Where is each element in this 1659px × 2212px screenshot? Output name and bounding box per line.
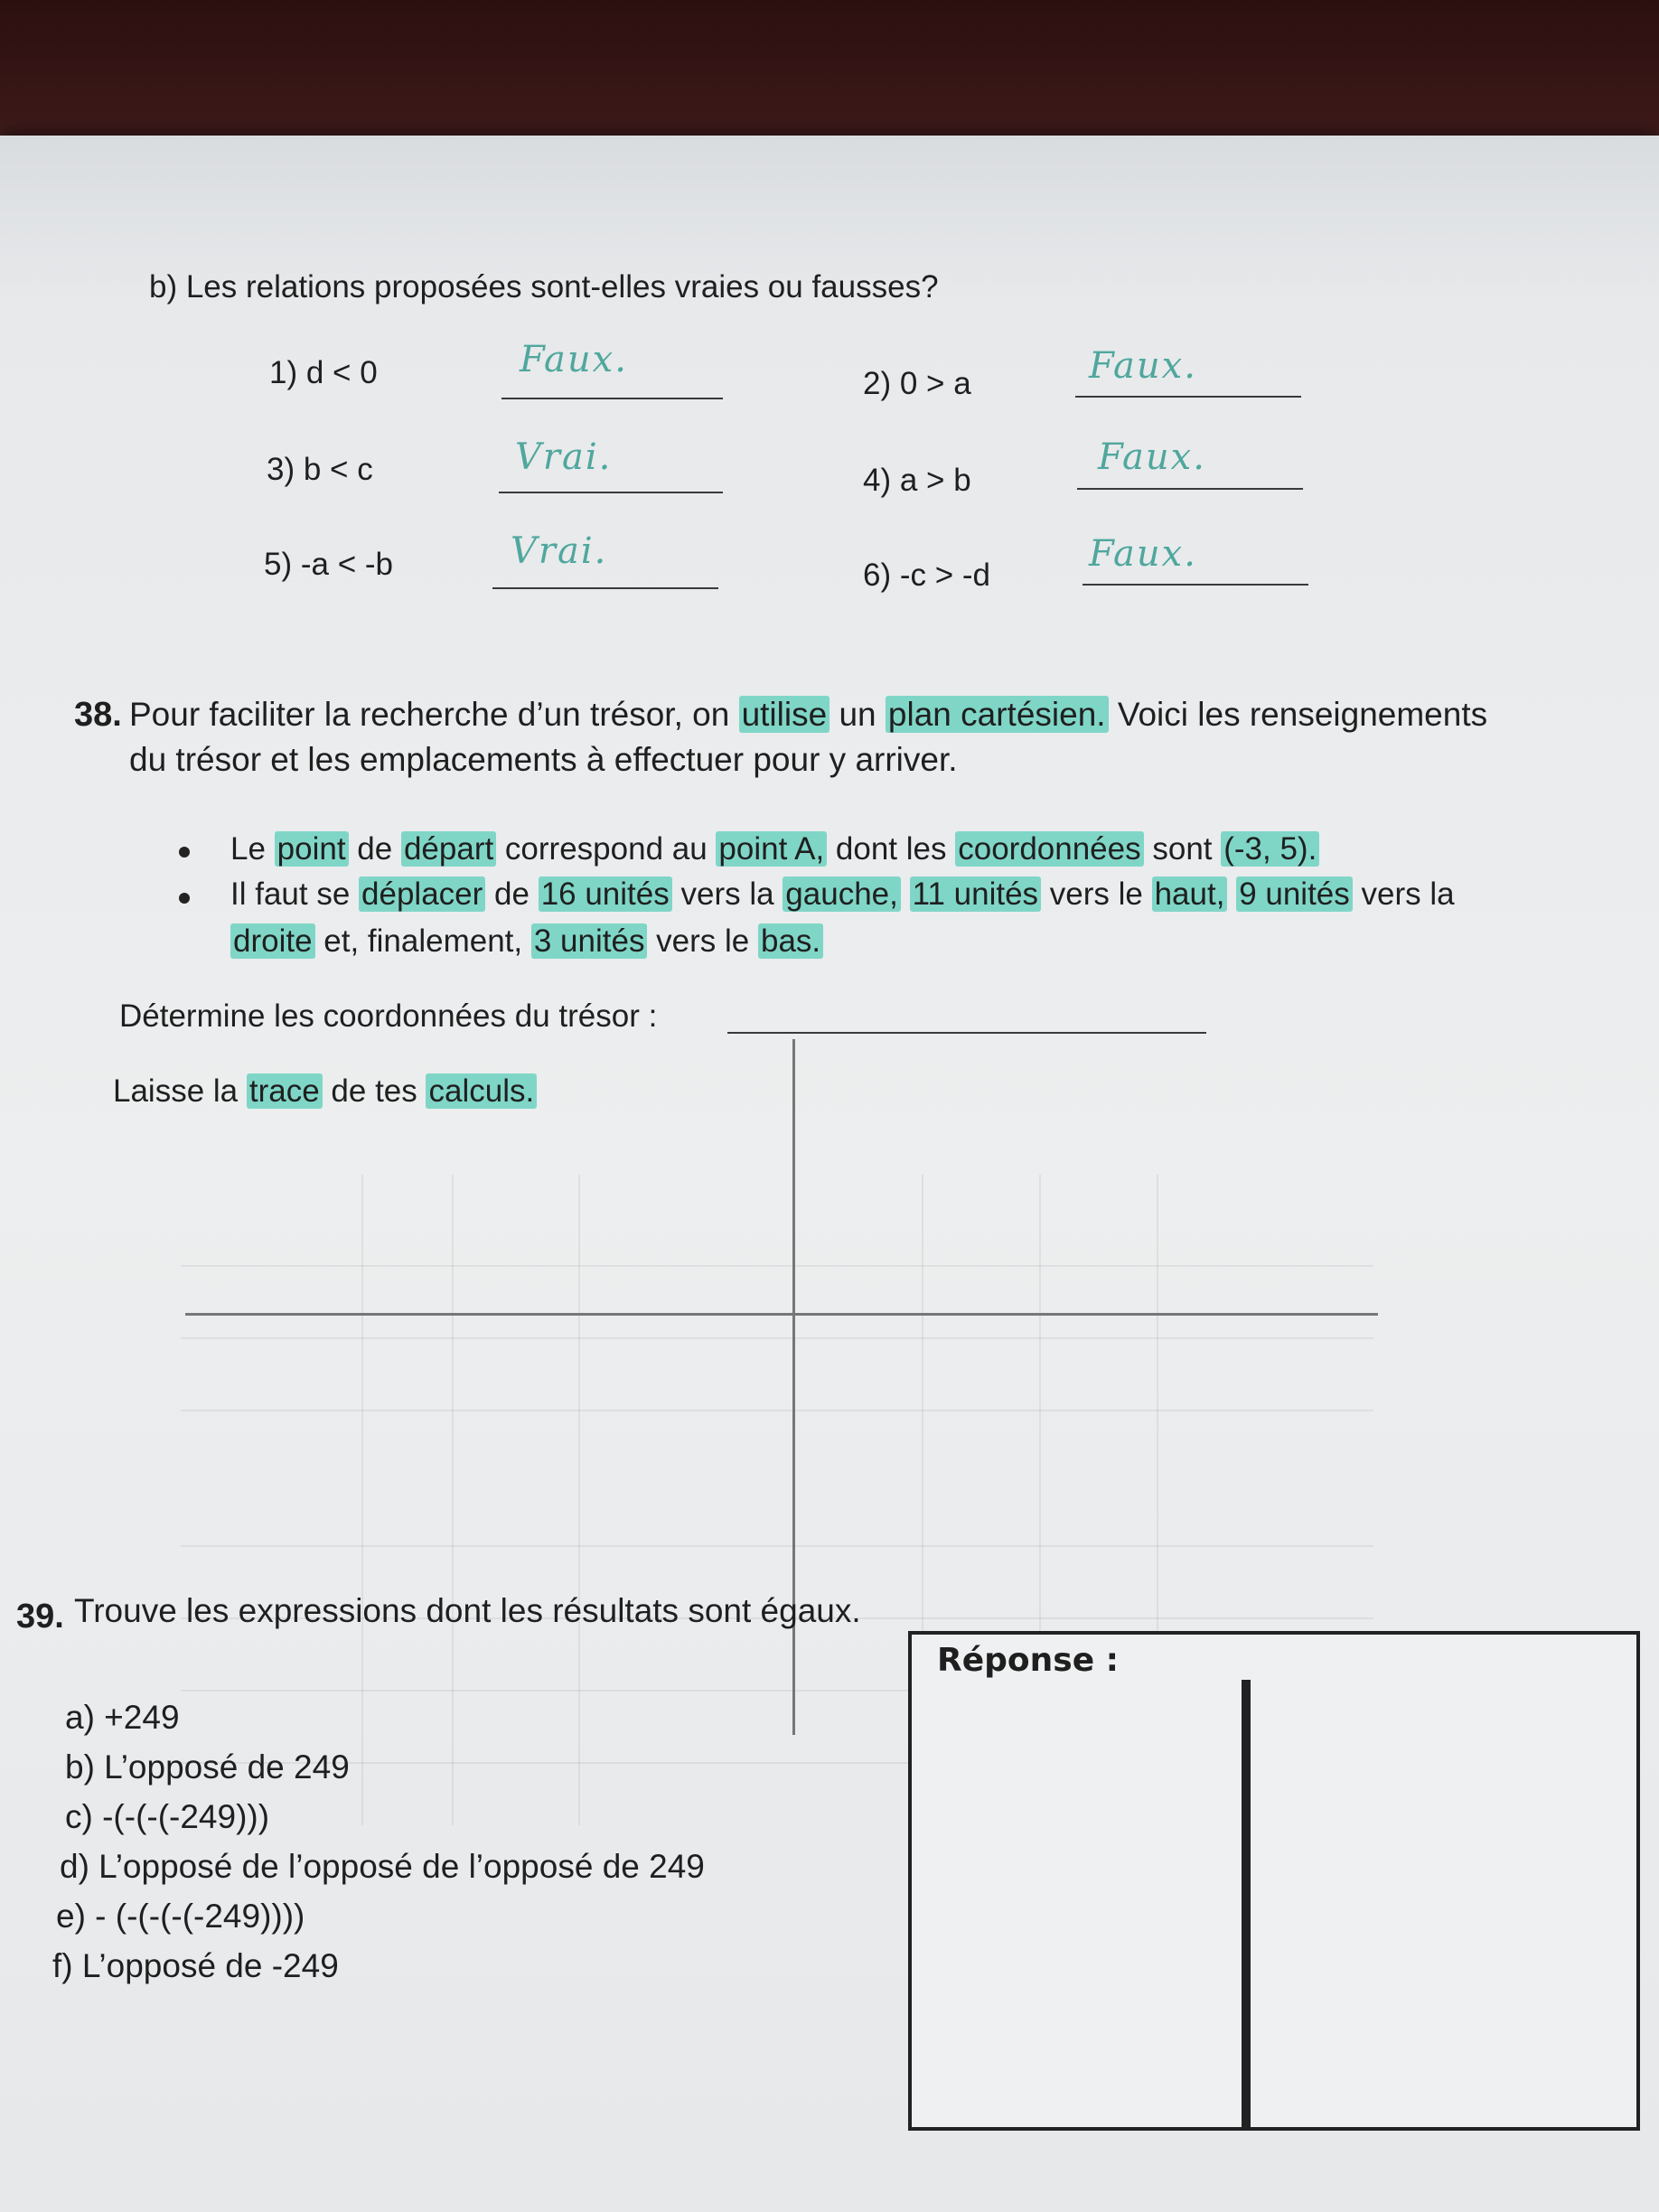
answer-line-3 — [499, 492, 723, 493]
answer-line-2 — [1075, 396, 1301, 398]
answer-3: Vrai. — [515, 436, 613, 478]
coordinates-answer-line — [727, 1032, 1206, 1034]
q38-bullet-2-line2: droite et, finalement, 3 unités vers le bas. — [230, 923, 823, 960]
q39-title: Trouve les expressions dont les résultats sont égaux. — [74, 1592, 861, 1629]
relation-3: 3) b < c — [267, 452, 373, 487]
relation-1: 1) d < 0 — [269, 355, 378, 390]
x-axis — [185, 1313, 1378, 1316]
bullet-1 — [179, 847, 190, 858]
q38-intro-line2: du trésor et les emplacements à effectuer pour y arriver. — [129, 741, 958, 778]
background-table — [0, 0, 1659, 154]
q38-number: 38. — [74, 696, 122, 734]
part-b-question: b) Les relations proposées sont-elles vraies ou fausses? — [149, 269, 939, 305]
q38-bullet-2-line1: Il faut se déplacer de 16 unités vers la gauche, 11 unités vers le haut, 9 unités vers la — [230, 876, 1455, 912]
relation-4: 4) a > b — [863, 463, 971, 498]
answer-6: Faux. — [1089, 533, 1197, 575]
answer-4: Faux. — [1098, 436, 1206, 478]
answer-box-title: Réponse : — [937, 1642, 1120, 1679]
q39-item-d: d) L’opposé de l’opposé de l’opposé de 249 — [60, 1848, 705, 1885]
q39-number: 39. — [16, 1598, 64, 1636]
answer-2: Faux. — [1089, 345, 1197, 387]
worksheet-page — [0, 136, 1659, 2212]
q39-item-c: c) -(-(-(-249))) — [65, 1798, 270, 1835]
q38-trace: Laisse la trace de tes calculs. — [113, 1073, 537, 1110]
relation-2: 2) 0 > a — [863, 366, 971, 401]
answer-1: Faux. — [520, 339, 628, 380]
answer-line-4 — [1077, 488, 1303, 490]
q38-intro-line1: Pour faciliter la recherche d’un trésor, on utilise un plan cartésien. Voici les renseignements — [129, 696, 1488, 733]
relation-5: 5) -a < -b — [264, 547, 393, 582]
q39-item-f: f) L’opposé de -249 — [52, 1947, 339, 1984]
relation-6: 6) -c > -d — [863, 558, 991, 593]
bullet-2 — [179, 893, 190, 904]
y-axis — [792, 1039, 795, 1735]
q39-item-a: a) +249 — [65, 1699, 180, 1736]
q39-item-e: e) - (-(-(-(-249)))) — [56, 1898, 305, 1935]
q38-bullet-1: Le point de départ correspond au point A, dont les coordonnées sont (-3, 5). — [230, 831, 1319, 867]
answer-line-5 — [492, 587, 718, 589]
answer-line-1 — [501, 398, 723, 399]
q38-determine: Détermine les coordonnées du trésor : — [119, 998, 658, 1034]
answer-5: Vrai. — [511, 530, 608, 572]
answer-line-6 — [1083, 584, 1308, 586]
q39-item-b: b) L’opposé de 249 — [65, 1748, 350, 1786]
answer-box-divider — [1242, 1680, 1251, 2127]
answer-box[interactable] — [908, 1631, 1640, 2131]
